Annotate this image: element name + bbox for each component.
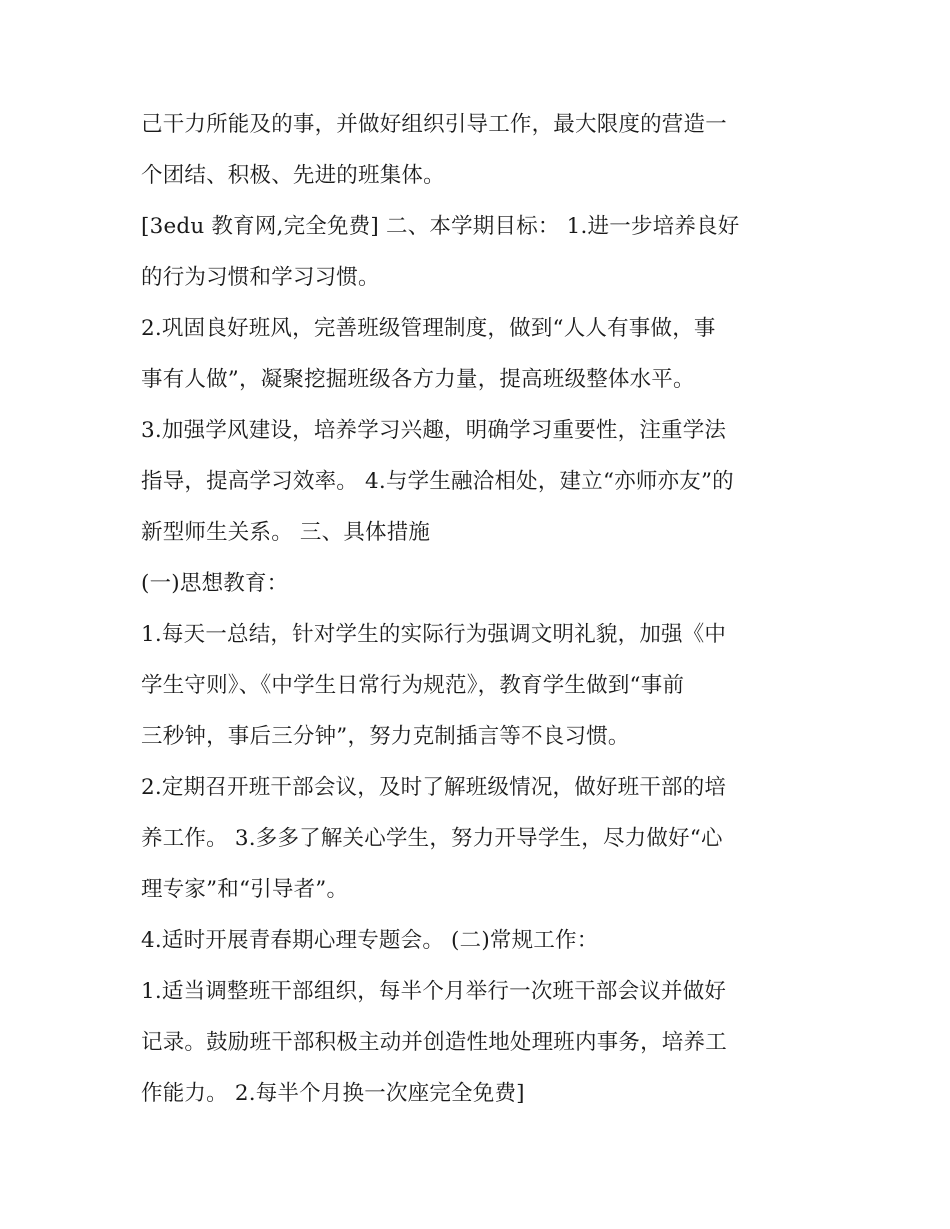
text-line: [3edu 教育网,完全免费] 二、本学期目标： 1.进一步培养良好 xyxy=(141,214,740,239)
text-line: 2.巩固良好班风，完善班级管理制度，做到“人人有事做，事 xyxy=(141,316,716,341)
text-line: (一)思想教育： xyxy=(141,571,289,596)
text-line: 理专家”和“引导者”。 xyxy=(141,877,349,902)
text-line: 4.适时开展青春期心理专题会。 (二)常规工作： xyxy=(141,928,599,953)
text-line: 指导，提高学习效率。 4.与学生融洽相处，建立“亦师亦友”的 xyxy=(141,469,734,494)
text-line: 新型师生关系。 三、具体措施 xyxy=(141,520,431,545)
text-line: 事有人做”，凝聚挖掘班级各方力量，提高班级整体水平。 xyxy=(141,367,695,392)
text-line: 养工作。 3.多多了解关心学生，努力开导学生，尽力做好“心 xyxy=(141,826,723,851)
text-line: 学生守则》、《中学生日常行为规范》，教育学生做到“事前 xyxy=(141,673,685,698)
text-line: 作能力。 2.每半个月换一次座完全免费] xyxy=(141,1081,525,1106)
text-line: 三秒钟，事后三分钟”，努力克制插言等不良习惯。 xyxy=(141,724,630,749)
text-line: 1.每天一总结，针对学生的实际行为强调文明礼貌，加强《中 xyxy=(141,622,727,647)
text-line: 个团结、积极、先进的班集体。 xyxy=(141,163,445,188)
text-line: 3.加强学风建设，培养学习兴趣，明确学习重要性，注重学法 xyxy=(141,418,727,443)
text-line: 的行为习惯和学习习惯。 xyxy=(141,265,380,290)
document-body xyxy=(141,99,821,1119)
text-line: 己干力所能及的事，并做好组织引导工作，最大限度的营造一 xyxy=(141,112,727,137)
text-line: 1.适当调整班干部组织，每半个月举行一次班干部会议并做好 xyxy=(141,979,727,1004)
text-line: 记录。鼓励班干部积极主动并创造性地处理班内事务，培养工 xyxy=(141,1030,727,1055)
text-line: 2.定期召开班干部会议，及时了解班级情况，做好班干部的培 xyxy=(141,775,727,800)
